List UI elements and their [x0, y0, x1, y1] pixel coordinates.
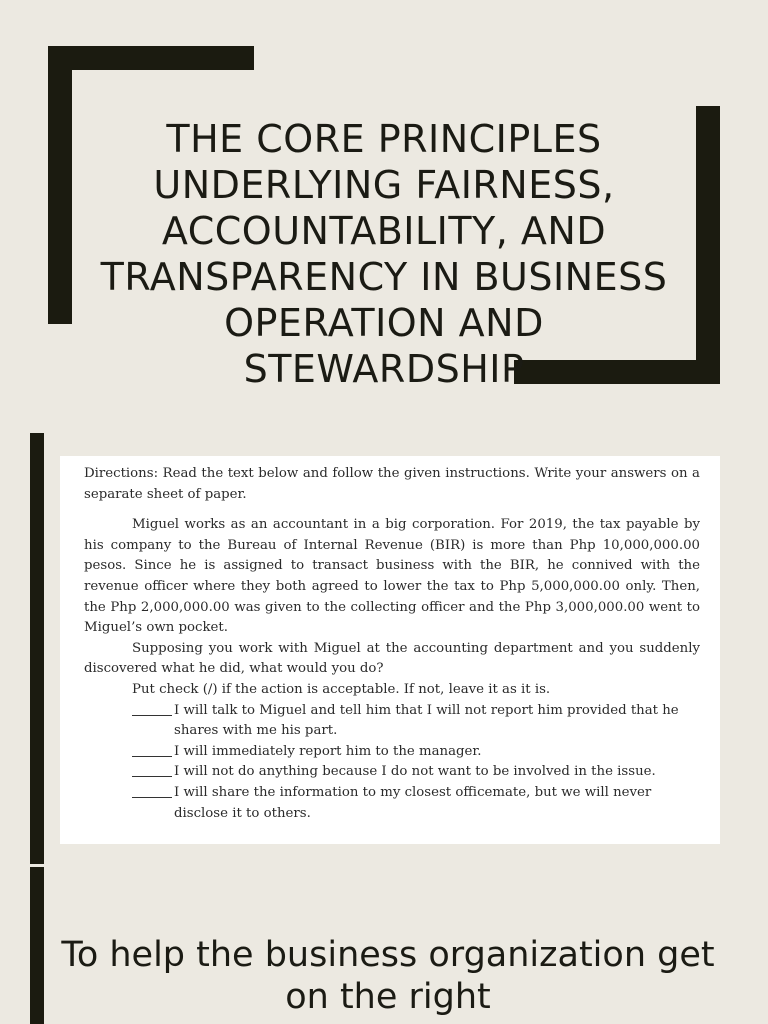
story-paragraph: Miguel works as an accountant in a big corporation. For 2019, the tax payable by his company to the Bureau of Internal Revenue (BIR) is more than Php 10,000,000.00 pesos. Since he is assigned to transact business with the BIR, he connived with the revenue officer where they both agreed to lower the tax to Php 5,000,000.00 only. Then, the Php 2,000,000.00 was given to the collecting officer and the Php 3,000,000.00 went to Miguel’s own pocket. [84, 517, 700, 636]
directions-text: Directions: Read the text below and follow the given instructions. Write your answers on a separate sheet of paper. [84, 466, 700, 502]
option-text: I will share the information to my closest officemate, but we will never disclose it to others. [174, 784, 652, 821]
bottom-caption: To help the business organization get on the right [61, 935, 715, 1017]
frame-bar-right-vertical [696, 106, 720, 384]
slide-title: THE CORE PRINCIPLES UNDERLYING FAIRNESS, ACCOUNTABILITY, AND TRANSPARENCY IN BUSINESS OPERATION AND STEWARDSHIP [100, 117, 668, 391]
instruction-text: Put check (/) if the action is acceptable. If not, leave it as it is. [132, 681, 551, 697]
option-text: I will immediately report him to the manager. [174, 743, 482, 759]
option-item [84, 762, 700, 783]
option-item [84, 742, 700, 763]
frame-bar-top-left-vertical [48, 46, 72, 324]
option-item [84, 701, 700, 742]
worksheet-image [60, 456, 720, 844]
question-paragraph: Supposing you work with Miguel at the accounting department and you suddenly discovered what he did, what would you do? [84, 640, 700, 677]
answer-blank [132, 762, 172, 777]
answer-blank [132, 783, 172, 798]
answer-blank [132, 701, 172, 716]
frame-bar-top-left-horizontal [48, 46, 254, 70]
left-accent-bar-upper [30, 433, 44, 864]
option-text: I will not do anything because I do not want to be involved in the issue. [174, 764, 656, 780]
answer-blank [132, 742, 172, 757]
option-item [84, 783, 700, 824]
option-text: I will talk to Miguel and tell him that I will not report him provided that he shares with me his part. [174, 702, 679, 739]
left-accent-bar-lower [30, 867, 44, 1024]
